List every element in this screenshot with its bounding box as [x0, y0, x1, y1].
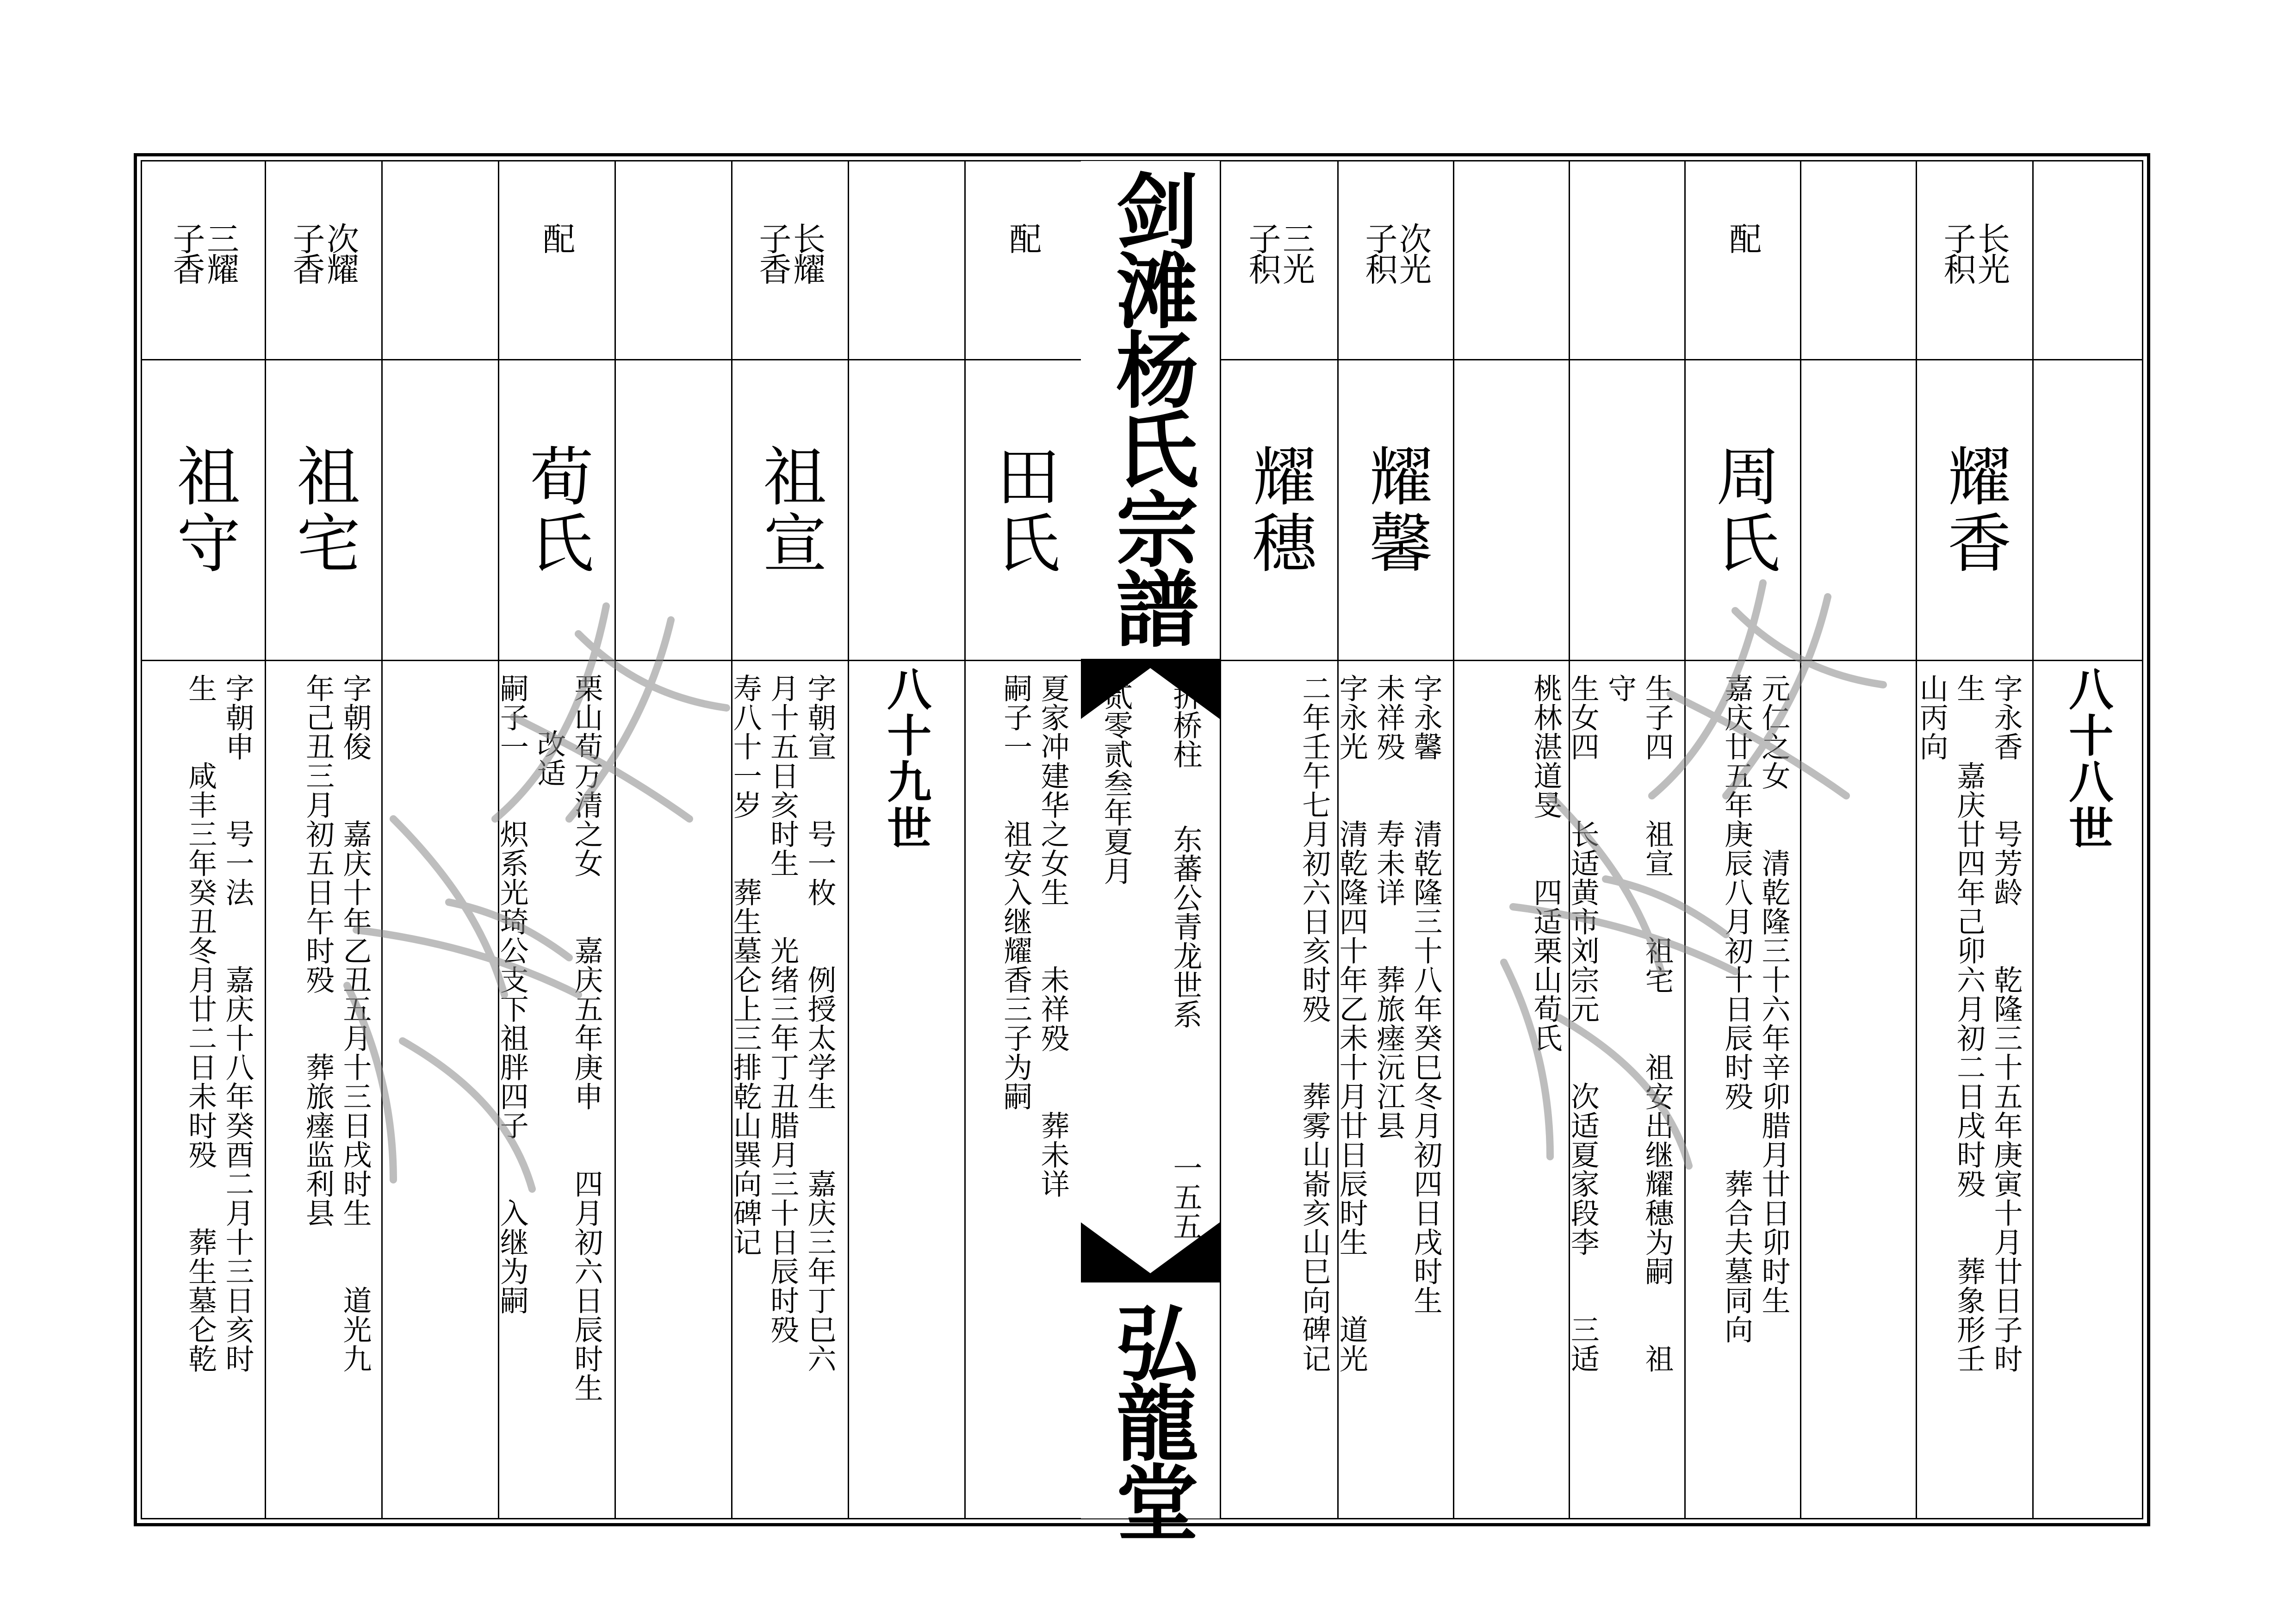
- role-yaoxiang: 长光 子积: [1938, 222, 2011, 283]
- spine-middle: [1081, 667, 1220, 1269]
- name-zhoushi: 周氏: [1706, 443, 1780, 576]
- role-tianshi: 配: [1004, 222, 1042, 253]
- name-zuxuan: 祖宣: [752, 443, 827, 576]
- bio-zuxuan: 字朝宣 号一枚 例授太学生 嘉庆三年丁巳六 月十五日亥时生 光绪三年丁丑腊月三十日辰时殁 寿八十一岁 葬生墓仑上三排乾山巽向碑记: [728, 674, 837, 1373]
- name-zushou: 祖守: [166, 443, 241, 576]
- role-zuzhai: 次耀 子香: [287, 222, 360, 283]
- spine-branch-left: 折桥柱: [1168, 681, 1203, 768]
- name-xunshi: 荀氏: [519, 443, 594, 576]
- name-zuzhai: 祖宅: [286, 443, 360, 576]
- bio-yaosui: 字永馨 清乾隆三十八年癸巳冬月初四日戌时生 未祥殁 寿未详 葬旅瘗沅江县 字永光 清乾隆四十年乙未十月廿日辰时生 道光 二年壬午七月初六日亥时殁 葬雾山嵛亥山巳向碑记: [1297, 674, 1443, 1373]
- role-zhoushi: 配: [1724, 222, 1762, 253]
- bio-zhoushi: 元仁之女 清乾隆三十六年辛卯腊月廿日卯时生 嘉庆廿五年庚辰八月初十日辰时殁 葬合夫墓同向: [1719, 674, 1791, 1344]
- name-yaosui: 耀穗: [1242, 443, 1316, 576]
- fishtail-bottom: [1081, 1222, 1220, 1282]
- bio-xunshi: 栗山荀万清之女 嘉庆五年庚申 四月初六日辰时生 改适 嗣子一 炽系光琦公支下祖胖四子 入继为嗣: [495, 674, 603, 1402]
- spine: [1081, 161, 1220, 1540]
- role-yaosui: 三光 子积: [1243, 222, 1316, 283]
- spine-edition: 贰零贰叁年夏月: [1099, 681, 1133, 885]
- role-yaoxin: 次光 子积: [1360, 222, 1432, 283]
- spine-branch-right: 东蕃公青龙世系: [1168, 824, 1203, 1028]
- bio-tianshi: 夏家冲建华之女生 未祥殁 葬未详 嗣子一 祖安入继耀香三子为嗣: [999, 674, 1070, 1198]
- bio-zuzhai: 字朝俊 嘉庆十年乙丑五月十三日戌时生 道光九 年己丑三月初五日午时殁 葬旅瘗监利县: [301, 674, 372, 1373]
- spine-hall: 弘龍堂: [1102, 1301, 1199, 1540]
- name-yaoxin: 耀馨: [1359, 443, 1433, 576]
- role-xunshi: 配: [537, 222, 576, 253]
- role-zuxuan: 长耀 子香: [754, 222, 826, 283]
- role-zushou: 三耀 子香: [168, 222, 240, 283]
- spine-page-number: 一五五: [1168, 1153, 1203, 1240]
- name-tianshi: 田氏: [986, 443, 1060, 576]
- generation-label-88: [2033, 666, 2142, 1499]
- spine-title: 剑滩杨氏宗譜: [1102, 168, 1199, 646]
- name-yaoxiang: 耀香: [1937, 443, 2011, 576]
- bio-yaoxiang: 字永香 号芳龄 乾隆三十五年庚寅十月廿日子时 生 嘉庆廿四年己卯六月初二日戌时殁 葬象形壬 山丙向: [1915, 674, 2023, 1373]
- generation-text: 八十八世: [2061, 666, 2114, 851]
- bio-zushou: 字朝申 号一法 嘉庆十八年癸酉二月十三日亥时 生 咸丰三年癸丑冬月廿二日未时殁 葬生墓仑乾: [183, 674, 254, 1373]
- generation-label-89: 八十九世: [880, 666, 932, 851]
- bio-yaoxin: 生子四 祖宣 祖宅 祖安出继耀穗为嗣 祖 守 生女四 长适黄市刘宗元 次适夏家段李 三适 桃林湛道旻 四适栗山荀氏: [1528, 674, 1674, 1373]
